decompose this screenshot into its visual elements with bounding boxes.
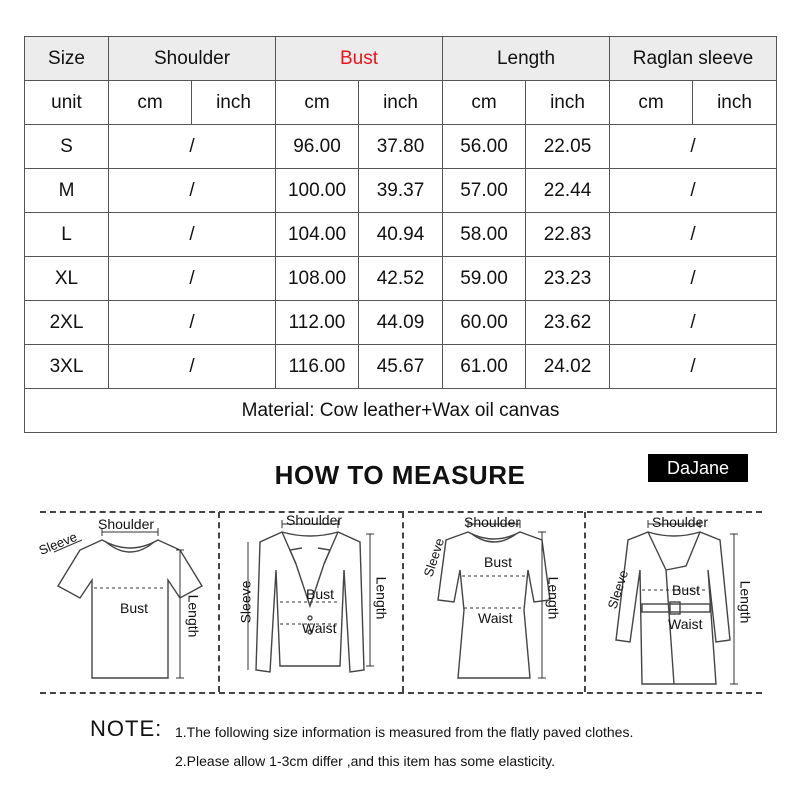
figure-trench-coat — [586, 510, 762, 692]
unit-row — [25, 81, 777, 125]
table-row — [25, 125, 777, 169]
brand-logo: DaJane — [648, 454, 748, 482]
label-waist: Waist — [302, 620, 337, 636]
label-sleeve: Sleeve — [36, 529, 80, 558]
unit-cell: unit — [25, 81, 109, 125]
label-sleeve: Sleeve — [420, 536, 448, 579]
label-length: Length — [373, 576, 390, 620]
length-cm-cell: 60.00 — [443, 301, 526, 345]
bust-inch-cell: 44.09 — [359, 301, 443, 345]
figure-blazer — [220, 510, 402, 692]
unit-cell: inch — [359, 81, 443, 125]
raglan-cell: / — [610, 301, 777, 345]
raglan-cell: / — [610, 169, 777, 213]
unit-cell: cm — [610, 81, 693, 125]
bust-cm-cell: 100.00 — [276, 169, 359, 213]
label-length: Length — [737, 580, 754, 624]
length-inch-cell: 23.62 — [526, 301, 610, 345]
unit-cell: inch — [693, 81, 777, 125]
table-row — [25, 345, 777, 389]
header-row — [25, 37, 777, 81]
label-waist: Waist — [668, 616, 703, 632]
header-raglan-sleeve: Raglan sleeve — [610, 37, 777, 81]
note-line-1: 1.The following size information is measured from the flatly paved clothes. — [175, 724, 634, 740]
note-heading: NOTE: — [90, 716, 163, 741]
figure-tshirt — [36, 510, 218, 692]
shoulder-cell: / — [109, 125, 276, 169]
table-row — [25, 213, 777, 257]
bust-cm-cell: 116.00 — [276, 345, 359, 389]
bust-cm-cell: 112.00 — [276, 301, 359, 345]
table-row — [25, 301, 777, 345]
length-cm-cell: 56.00 — [443, 125, 526, 169]
bust-inch-cell: 39.37 — [359, 169, 443, 213]
shoulder-cell: / — [109, 213, 276, 257]
shoulder-cell: / — [109, 301, 276, 345]
figure-dress — [404, 510, 584, 692]
unit-cell: inch — [526, 81, 610, 125]
divider-bottom — [40, 692, 762, 694]
how-to-measure-title: HOW TO MEASURE — [274, 460, 526, 490]
label-bust: Bust — [306, 586, 335, 602]
length-inch-cell: 22.44 — [526, 169, 610, 213]
bust-inch-cell: 45.67 — [359, 345, 443, 389]
raglan-cell: / — [610, 125, 777, 169]
shoulder-cell: / — [109, 257, 276, 301]
length-cm-cell: 57.00 — [443, 169, 526, 213]
bust-inch-cell: 40.94 — [359, 213, 443, 257]
unit-cell: cm — [276, 81, 359, 125]
bust-inch-cell: 42.52 — [359, 257, 443, 301]
unit-cell: inch — [192, 81, 276, 125]
label-sleeve: Sleeve — [604, 568, 632, 611]
material-row — [25, 389, 777, 433]
label-length: Length — [545, 576, 562, 620]
length-cm-cell: 58.00 — [443, 213, 526, 257]
note-line-2: 2.Please allow 1-3cm differ ,and this item has some elasticity. — [175, 753, 555, 769]
size-cell: M — [25, 169, 109, 213]
shoulder-cell: / — [109, 169, 276, 213]
bust-cm-cell: 104.00 — [276, 213, 359, 257]
size-cell: S — [25, 125, 109, 169]
unit-cell: cm — [109, 81, 192, 125]
bust-cm-cell: 108.00 — [276, 257, 359, 301]
label-shoulder: Shoulder — [464, 514, 521, 530]
label-sleeve: Sleeve — [237, 580, 254, 624]
shoulder-cell: / — [109, 345, 276, 389]
label-shoulder: Shoulder — [98, 516, 155, 532]
length-inch-cell: 22.05 — [526, 125, 610, 169]
label-shoulder: Shoulder — [286, 512, 343, 528]
length-inch-cell: 22.83 — [526, 213, 610, 257]
label-bust: Bust — [120, 600, 149, 616]
label-shoulder: Shoulder — [652, 514, 709, 530]
label-length: Length — [185, 594, 202, 638]
label-bust: Bust — [672, 582, 701, 598]
size-cell: 2XL — [25, 301, 109, 345]
size-chart-table — [24, 36, 777, 433]
size-cell: XL — [25, 257, 109, 301]
raglan-cell: / — [610, 345, 777, 389]
material-cell: Material: Cow leather+Wax oil canvas — [25, 389, 777, 433]
size-cell: 3XL — [25, 345, 109, 389]
raglan-cell: / — [610, 213, 777, 257]
bust-cm-cell: 96.00 — [276, 125, 359, 169]
length-inch-cell: 24.02 — [526, 345, 610, 389]
length-inch-cell: 23.23 — [526, 257, 610, 301]
length-cm-cell: 59.00 — [443, 257, 526, 301]
bust-inch-cell: 37.80 — [359, 125, 443, 169]
header-length: Length — [443, 37, 610, 81]
header-size: Size — [25, 37, 109, 81]
table-row — [25, 169, 777, 213]
header-shoulder: Shoulder — [109, 37, 276, 81]
header-bust: Bust — [276, 37, 443, 81]
raglan-cell: / — [610, 257, 777, 301]
table-row — [25, 257, 777, 301]
size-cell: L — [25, 213, 109, 257]
label-waist: Waist — [478, 610, 513, 626]
length-cm-cell: 61.00 — [443, 345, 526, 389]
label-bust: Bust — [484, 554, 513, 570]
unit-cell: cm — [443, 81, 526, 125]
